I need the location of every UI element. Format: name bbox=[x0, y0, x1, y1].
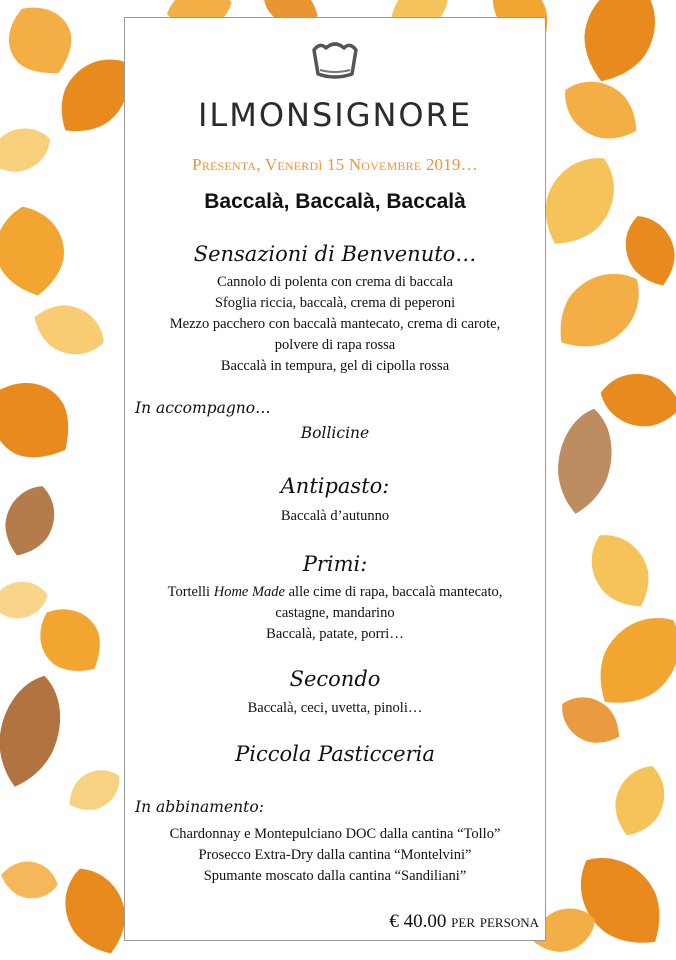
event-date: Presenta, Venerdì 15 Novembre 2019… bbox=[192, 155, 478, 174]
list-item: Baccalà, patate, porri… bbox=[266, 626, 404, 642]
pasticceria-heading: Piccola Pasticceria bbox=[235, 742, 435, 766]
benvenuto-list bbox=[125, 272, 545, 377]
menu-card bbox=[124, 17, 546, 941]
logo bbox=[125, 40, 545, 86]
list-item: Baccalà in tempura, gel di cipolla rossa bbox=[220, 358, 450, 374]
home-made-emphasis: Home Made bbox=[213, 584, 285, 600]
antipasto-heading: Antipasto: bbox=[280, 474, 390, 498]
price: € 40.00 per persona bbox=[389, 911, 539, 932]
list-item: Baccalà, ceci, uvetta, pinoli… bbox=[247, 700, 423, 716]
secondo-heading: Secondo bbox=[289, 667, 381, 691]
list-item: Mezzo pacchero con baccalà mantecato, crema di carote, bbox=[169, 316, 501, 332]
list-item: polvere di rapa rossa bbox=[274, 337, 396, 353]
list-item: Baccalà d’autunno bbox=[280, 508, 390, 524]
list-item: Chardonnay e Montepulciano DOC dalla cantina “Tollo” bbox=[169, 826, 501, 842]
crown-logo-icon bbox=[306, 40, 364, 82]
accompagno-heading: In accompagno… bbox=[135, 399, 271, 417]
list-item: Cannolo di polenta con crema di baccala bbox=[217, 274, 453, 290]
primi-list bbox=[125, 582, 545, 645]
abbinamento-list bbox=[125, 824, 545, 887]
benvenuto-heading: Sensazioni di Benvenuto… bbox=[193, 242, 477, 266]
menu-title: Baccalà, Baccalà, Baccalà bbox=[204, 190, 466, 213]
antipasto-list bbox=[125, 506, 545, 527]
secondo-list bbox=[125, 698, 545, 719]
abbinamento-heading: In abbinamento: bbox=[135, 798, 264, 816]
list-item: Tortelli Home Made alle cime di rapa, baccalà mantecato, bbox=[167, 584, 503, 600]
list-item: castagne, mandarino bbox=[275, 605, 395, 621]
accompagno-item: Bollicine bbox=[300, 424, 370, 442]
primi-heading: Primi: bbox=[302, 552, 368, 576]
list-item: Spumante moscato dalla cantina “Sandiliani” bbox=[203, 868, 467, 884]
list-item: Prosecco Extra-Dry dalla cantina “Montelvini” bbox=[198, 847, 472, 863]
list-item: Sfoglia riccia, baccalà, crema di peperoni bbox=[214, 295, 456, 311]
brand-name: ILMONSIGNORE bbox=[197, 96, 473, 134]
